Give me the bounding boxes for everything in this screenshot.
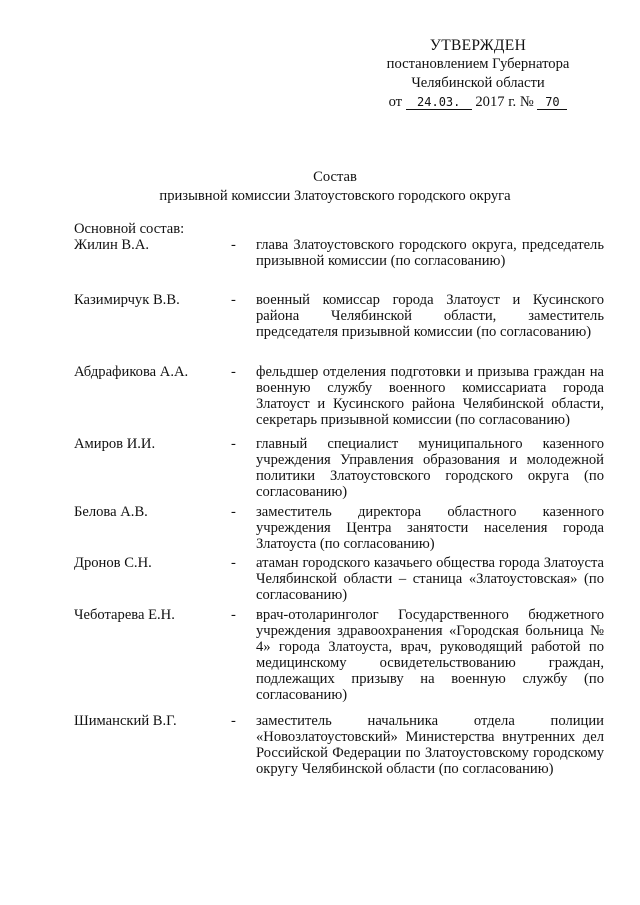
section-label: Основной состав:	[74, 221, 185, 237]
member-dash: -	[231, 364, 236, 380]
approval-line-1: постановлением Губернатора	[386, 56, 570, 72]
document-title	[60, 168, 610, 206]
member-name: Амиров И.И.	[74, 436, 156, 452]
member-name: Дронов С.Н.	[74, 555, 152, 571]
member-name: Жилин В.А.	[74, 237, 150, 253]
decree-number: 70	[537, 95, 567, 110]
title-line-2: призывной комиссии Златоустовского городского округа	[159, 188, 511, 204]
approval-date-line	[368, 93, 588, 112]
approval-block	[368, 36, 588, 112]
year-text: 2017 г. №	[475, 94, 534, 110]
approval-heading: УТВЕРЖДЕН	[429, 37, 527, 54]
member-dash: -	[231, 504, 236, 520]
member-dash: -	[231, 436, 236, 452]
member-name: Чеботарева Е.Н.	[74, 607, 175, 623]
member-role: глава Златоустовского городского округа, председатель призывной комиссии (по согласованию)	[256, 237, 604, 269]
member-role: фельдшер отделения подготовки и призыва граждан на военную службу военного комиссариата города Златоуст и Кусинского района Челябинской области, секретарь призывной комиссии (по согласованию)	[256, 364, 604, 428]
member-name: Абдрафикова А.А.	[74, 364, 189, 380]
member-dash: -	[231, 607, 236, 623]
member-role: заместитель директора областного казенного учреждения Центра занятости населения города Златоуста (по согласованию)	[256, 504, 604, 552]
member-name: Казимирчук В.В.	[74, 292, 180, 308]
date-prefix: от	[388, 94, 403, 110]
member-dash: -	[231, 555, 236, 571]
member-role: атаман городского казачьего общества города Златоуста Челябинской области – станица «Златоустовская» (по согласованию)	[256, 555, 604, 603]
member-name: Шиманский В.Г.	[74, 713, 177, 729]
member-dash: -	[231, 713, 236, 729]
member-role: главный специалист муниципального казенного учреждения Управления образования и молодежной политики Златоустовского городского округа (по согласованию)	[256, 436, 604, 500]
title-line-1: Состав	[313, 169, 357, 185]
member-role: военный комиссар города Златоуст и Кусинского района Челябинской области, заместитель председателя призывной комиссии (по согласованию)	[256, 292, 604, 340]
member-dash: -	[231, 292, 236, 308]
member-name: Белова А.В.	[74, 504, 148, 520]
member-dash: -	[231, 237, 236, 253]
member-role: заместитель начальника отдела полиции «Новозлатоустовский» Министерства внутренних дел Российской Федерации по Златоустовскому городскому округу Челябинской области (по согласованию)	[256, 713, 604, 777]
approval-line-2: Челябинской области	[411, 75, 545, 91]
member-role: врач-отоларинголог Государственного бюджетного учреждения здравоохранения «Городская больница № 4» города Златоуста, врач, руководящий работой по медицинскому освидетельствованию граждан, подлежащих призыву на военную службу (по согласованию)	[256, 607, 604, 703]
date-value: 24.03.	[406, 95, 472, 110]
